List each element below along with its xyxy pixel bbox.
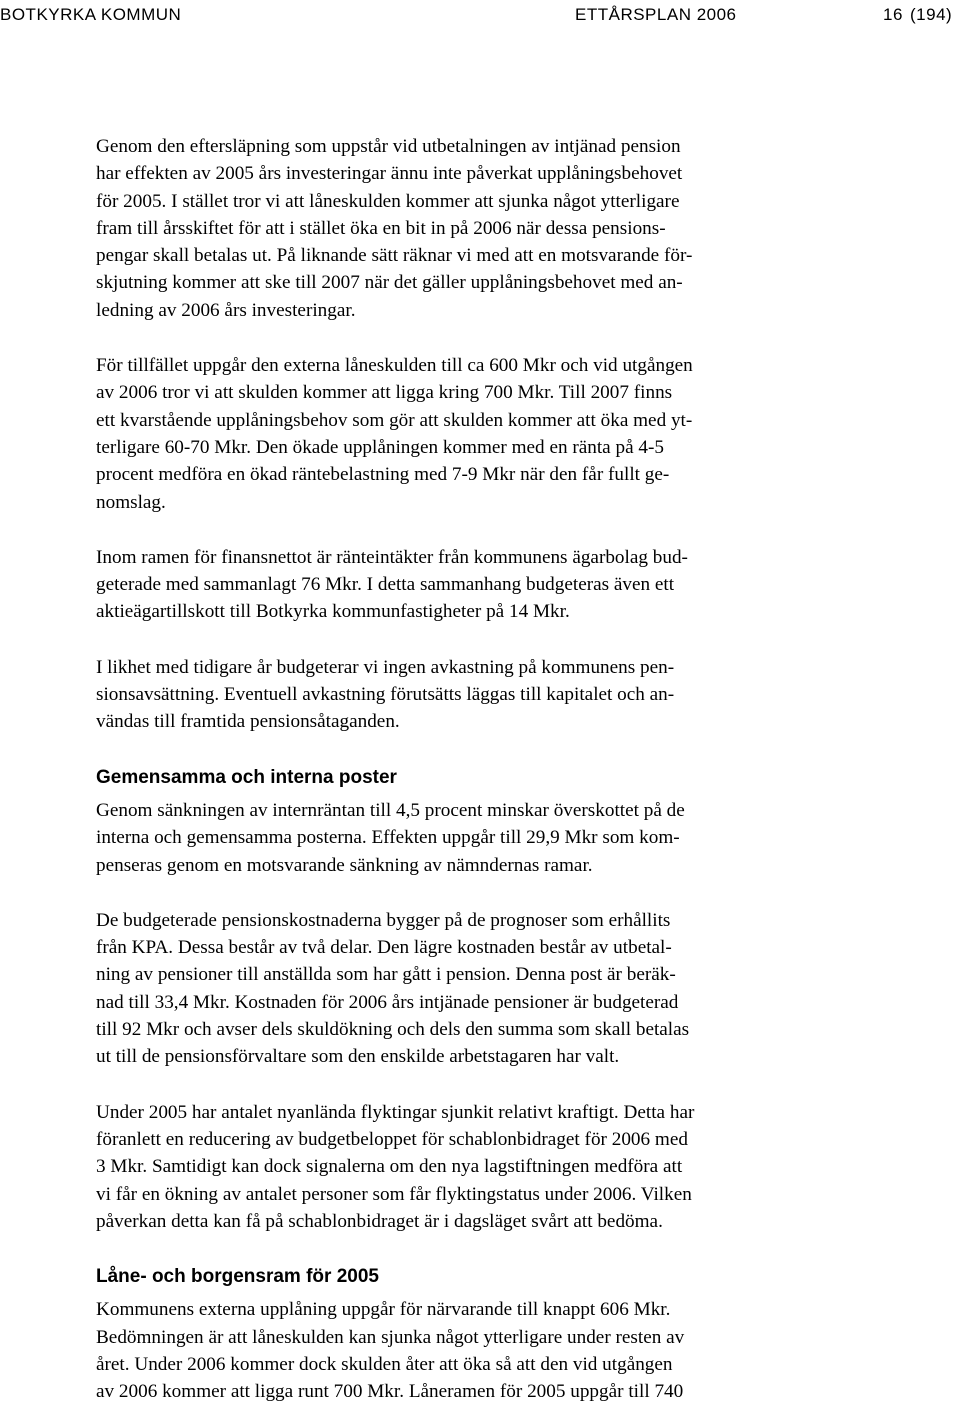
header-organization: BOTKYRKA KOMMUN	[0, 5, 182, 24]
text-line: geterade med sammanlagt 76 Mkr. I detta sammanhang budgeteras även ett	[96, 574, 675, 596]
text-line: sionsavsättning. Eventuell avkastning förutsätts läggas till kapitalet och an-	[96, 684, 675, 706]
text-line: Bedömningen är att låneskulden kan sjunka något ytterligare under resten av	[96, 1326, 685, 1348]
paragraph	[96, 544, 886, 626]
text-line: ning av pensioner till anställda som har gått i pension. Denna post är beräk-	[96, 964, 676, 986]
text-line: ett kvarstående upplåningsbehov som gör att skulden kommer att öka med yt-	[96, 409, 693, 431]
text-line: av 2006 kommer att ligga runt 700 Mkr. Låneramen för 2005 uppgår till 740	[96, 1381, 684, 1403]
text-line: till 92 Mkr och avser dels skuldökning och dels den summa som skall betalas	[96, 1019, 690, 1041]
section-heading-common-items: Gemensamma och interna poster	[96, 766, 397, 788]
text-line: Genom sänkningen av internräntan till 4,5 procent minskar överskottet på de	[96, 799, 685, 821]
text-line: Under 2005 har antalet nyanlända flyktingar sjunkit relativt kraftigt. Detta har	[96, 1101, 695, 1123]
text-line: interna och gemensamma posterna. Effekten uppgår till 29,9 Mkr som kom-	[96, 827, 680, 849]
text-line: skjutning kommer att ske till 2007 när det gäller upplåningsbehovet med an-	[96, 272, 683, 294]
paragraph	[96, 1099, 886, 1235]
text-line: terligare 60-70 Mkr. Den ökade upplåningen kommer med en ränta på 4-5	[96, 436, 664, 458]
text-line: ut till de pensionsförvaltare som den enskilde arbetstagaren har valt.	[96, 1046, 620, 1068]
text-line: vi får en ökning av antalet personer som får flyktingstatus under 2006. Vilken	[96, 1183, 692, 1205]
text-line: Inom ramen för finansnettot är ränteintäkter från kommunens ägarbolag bud-	[96, 546, 688, 568]
text-line: året. Under 2006 kommer dock skulden åter att öka så att den vid utgången	[96, 1353, 673, 1375]
text-line: påverkan detta kan få på schablonbidraget är i dagsläget svårt att bedöma.	[96, 1210, 663, 1232]
header-page-total: (194)	[910, 5, 953, 24]
text-line: ledning av 2006 års investeringar.	[96, 299, 356, 321]
paragraph	[96, 907, 886, 1071]
paragraph	[96, 352, 886, 516]
text-line: föranlett en reducering av budgetbeloppet för schablonbidraget för 2006 med	[96, 1128, 688, 1150]
header-document-title: ETTÅRSPLAN 2006	[575, 5, 737, 24]
text-line: vändas till framtida pensionsåtaganden.	[96, 711, 400, 733]
text-line: aktieägartillskott till Botkyrka kommunfastigheter på 14 Mkr.	[96, 601, 570, 623]
text-line: penseras genom en motsvarande sänkning av nämndernas ramar.	[96, 854, 593, 876]
text-line: från KPA. Dessa består av två delar. Den lägre kostnaden består av utbetal-	[96, 937, 672, 959]
text-line: nad till 33,4 Mkr. Kostnaden för 2006 års intjänade pensioner är budgeterad	[96, 991, 679, 1013]
text-line: För tillfället uppgår den externa låneskulden till ca 600 Mkr och vid utgången	[96, 355, 693, 377]
text-line: pengar skall betalas ut. På liknande sätt räknar vi med att en motsvarande för-	[96, 245, 693, 267]
text-line: Kommunens externa upplåning uppgår för närvarande till knappt 606 Mkr.	[96, 1299, 671, 1321]
text-line: I likhet med tidigare år budgeterar vi ingen avkastning på kommunens pen-	[96, 656, 675, 678]
text-line: av 2006 tror vi att skulden kommer att ligga kring 700 Mkr. Till 2007 finns	[96, 382, 673, 404]
text-line: fram till årsskiftet för att i stället öka en bit in på 2006 när dessa pensions-	[96, 217, 666, 239]
text-line: för 2005. I stället tror vi att låneskulden kommer att sjunka något ytterligare	[96, 190, 680, 212]
paragraph	[96, 133, 886, 324]
section-heading-loan-guarantee-frame: Låne- och borgensram för 2005	[96, 1266, 379, 1288]
text-line: 3 Mkr. Samtidigt kan dock signalerna om den nya lagstiftningen medföra att	[96, 1156, 683, 1178]
text-line: procent medföra en ökad räntebelastning med 7-9 Mkr när den får fullt ge-	[96, 464, 670, 486]
paragraph	[96, 654, 886, 736]
text-line: De budgeterade pensionskostnaderna bygger på de prognoser som erhållits	[96, 909, 671, 931]
paragraph	[96, 1296, 886, 1405]
text-line: Genom den eftersläpning som uppstår vid utbetalningen av intjänad pension	[96, 136, 681, 157]
header-page-number: 16	[883, 5, 903, 24]
text-line: nomslag.	[96, 491, 166, 513]
paragraph	[96, 797, 886, 879]
page-header	[0, 5, 960, 27]
document-body	[96, 133, 886, 1406]
text-line: har effekten av 2005 års investeringar ännu inte påverkat upplåningsbehovet	[96, 163, 683, 185]
